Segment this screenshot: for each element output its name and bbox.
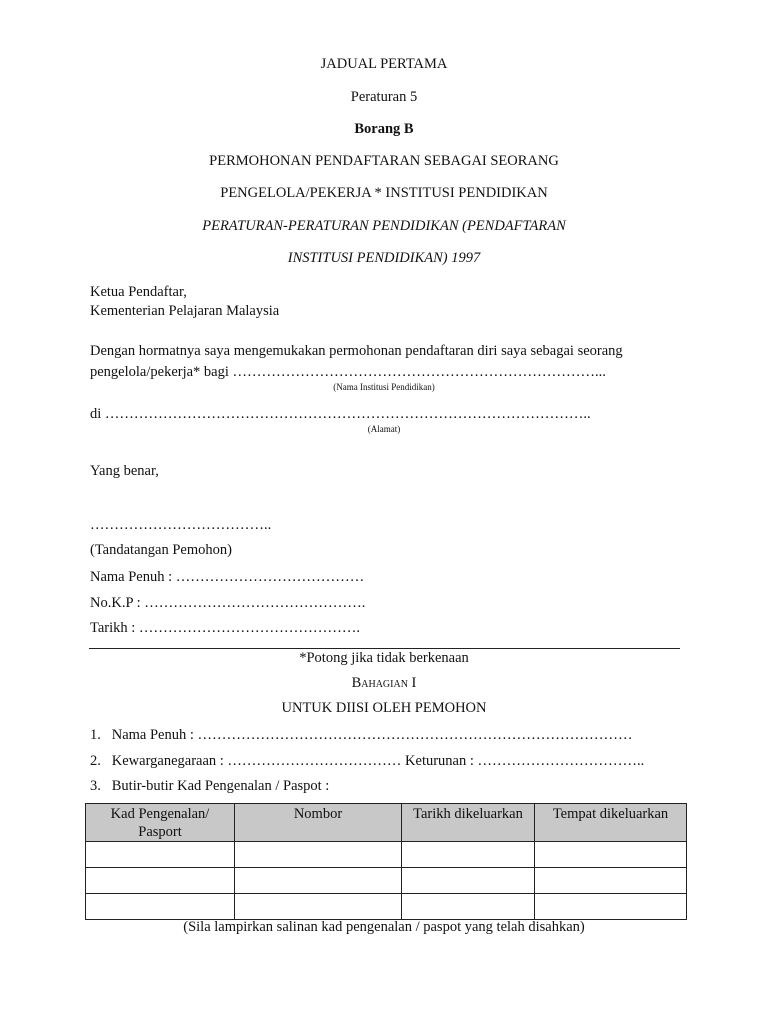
closing-salutation: Yang benar, — [90, 463, 159, 479]
institution-name-caption: (Nama Institusi Pendidikan) — [333, 382, 435, 392]
signature-line: ……………………………….. — [90, 517, 272, 533]
form-title-line-1: PERMOHONAN PENDAFTARAN SEBAGAI SEORANG — [209, 153, 559, 169]
date-field: Tarikh : ………………………………………. — [90, 620, 361, 636]
column-header-line: Pasport — [138, 824, 182, 840]
table-row — [86, 868, 687, 894]
table-cell[interactable] — [235, 894, 402, 920]
section-subheading: UNTUK DIISI OLEH PEMOHON — [281, 700, 487, 716]
application-paragraph-line-2: pengelola/pekerja* bagi …………………………………………………………………... — [90, 364, 606, 380]
act-title-line-1: PERATURAN-PERATURAN PENDIDIKAN (PENDAFTARAN — [202, 218, 566, 234]
signature-label: (Tandatangan Pemohon) — [90, 542, 232, 558]
item-citizenship-race: 2. Kewarganegaraan : ……………………………… Keturunan : …………………………….. — [90, 753, 645, 769]
table-cell[interactable] — [86, 894, 235, 920]
table-cell[interactable] — [402, 868, 535, 894]
column-header-issue-date: Tarikh dikeluarkan — [402, 804, 535, 842]
item-full-name: 1. Nama Penuh : ……………………………………………………………………………… — [90, 727, 633, 743]
column-header-line: Kad Pengenalan/ — [110, 806, 210, 822]
table-header-row — [86, 804, 687, 842]
table-cell[interactable] — [402, 894, 535, 920]
column-header-issue-place: Tempat dikeluarkan — [535, 804, 687, 842]
table-note: (Sila lampirkan salinan kad pengenalan / paspot yang telah disahkan) — [183, 919, 585, 935]
cut-divider — [89, 648, 680, 649]
form-name: Borang B — [354, 121, 414, 137]
footnote: *Potong jika tidak berkenaan — [299, 650, 469, 666]
table-cell[interactable] — [235, 868, 402, 894]
full-name-field: Nama Penuh : ………………………………… — [90, 569, 365, 585]
table-cell[interactable] — [235, 842, 402, 868]
section-heading: Bahagian I — [351, 675, 417, 691]
application-paragraph-line-1: Dengan hormatnya saya mengemukakan permohonan pendaftaran diri saya sebagai seorang — [90, 343, 623, 359]
table-cell[interactable] — [535, 868, 687, 894]
table-row — [86, 842, 687, 868]
schedule-title: JADUAL PERTAMA — [320, 56, 448, 72]
regulation-label: Peraturan 5 — [350, 89, 418, 105]
table-cell[interactable] — [535, 894, 687, 920]
table-cell[interactable] — [402, 842, 535, 868]
column-header-id-type — [86, 804, 235, 842]
form-title-line-2: PENGELOLA/PEKERJA * INSTITUSI PENDIDIKAN — [220, 185, 548, 201]
item-id-details: 3. Butir-butir Kad Pengenalan / Paspot : — [90, 778, 330, 794]
table-cell[interactable] — [86, 842, 235, 868]
table-row — [86, 894, 687, 920]
table-cell[interactable] — [86, 868, 235, 894]
id-details-table — [85, 803, 687, 920]
address-line: di ……………………………………………………………………………………….. — [90, 406, 591, 422]
addressee-line-1: Ketua Pendaftar, — [90, 284, 187, 300]
ic-number-field: No.K.P : ………………………………………. — [90, 595, 366, 611]
addressee-line-2: Kementerian Pelajaran Malaysia — [90, 303, 280, 319]
act-title-line-2: INSTITUSI PENDIDIKAN) 1997 — [287, 250, 481, 266]
address-caption: (Alamat) — [367, 424, 401, 434]
column-header-number: Nombor — [235, 804, 402, 842]
table-cell[interactable] — [535, 842, 687, 868]
